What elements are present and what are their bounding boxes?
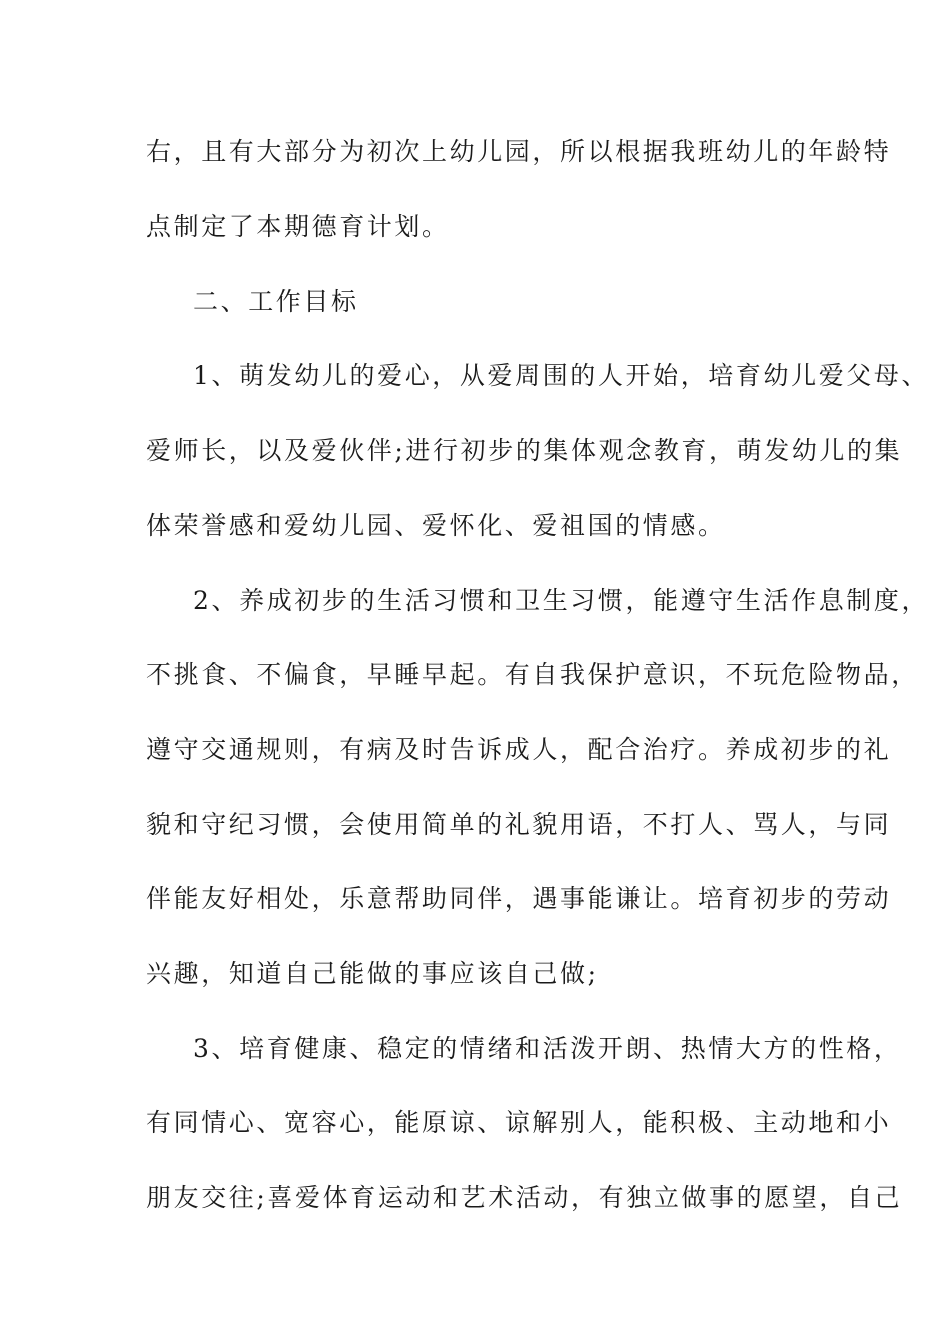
text-line: 右，且有大部分为初次上幼儿园，所以根据我班幼儿的年龄特 xyxy=(146,137,892,166)
section-heading: 二、工作目标 xyxy=(193,287,359,316)
text-line: 朋友交往;喜爱体育运动和艺术活动，有独立做事的愿望，自己 xyxy=(146,1183,903,1212)
text-line: 点制定了本期德育计划。 xyxy=(146,212,450,241)
text-line: 体荣誉感和爱幼儿园、爱怀化、爱祖国的情感。 xyxy=(146,511,726,540)
text-line: 有同情心、宽容心，能原谅、谅解别人，能积极、主动地和小 xyxy=(146,1108,892,1137)
text-line: 2、养成初步的生活习惯和卫生习惯，能遵守生活作息制度， xyxy=(193,586,930,615)
text-line: 爱师长，以及爱伙伴;进行初步的集体观念教育，萌发幼儿的集 xyxy=(146,436,903,465)
text-line: 不挑食、不偏食，早睡早起。有自我保护意识，不玩危险物品， xyxy=(146,660,919,689)
text-line: 遵守交通规则，有病及时告诉成人，配合治疗。养成初步的礼 xyxy=(146,735,892,764)
text-line: 3、培育健康、稳定的情绪和活泼开朗、热情大方的性格， xyxy=(193,1034,902,1063)
text-line: 貌和守纪习惯，会使用简单的礼貌用语，不打人、骂人，与同 xyxy=(146,810,892,839)
text-line: 伴能友好相处，乐意帮助同伴，遇事能谦让。培育初步的劳动 xyxy=(146,884,892,913)
text-line: 1、萌发幼儿的爱心，从爱周围的人开始，培育幼儿爱父母、 xyxy=(193,361,930,390)
text-line: 兴趣，知道自己能做的事应该自己做; xyxy=(146,959,599,988)
